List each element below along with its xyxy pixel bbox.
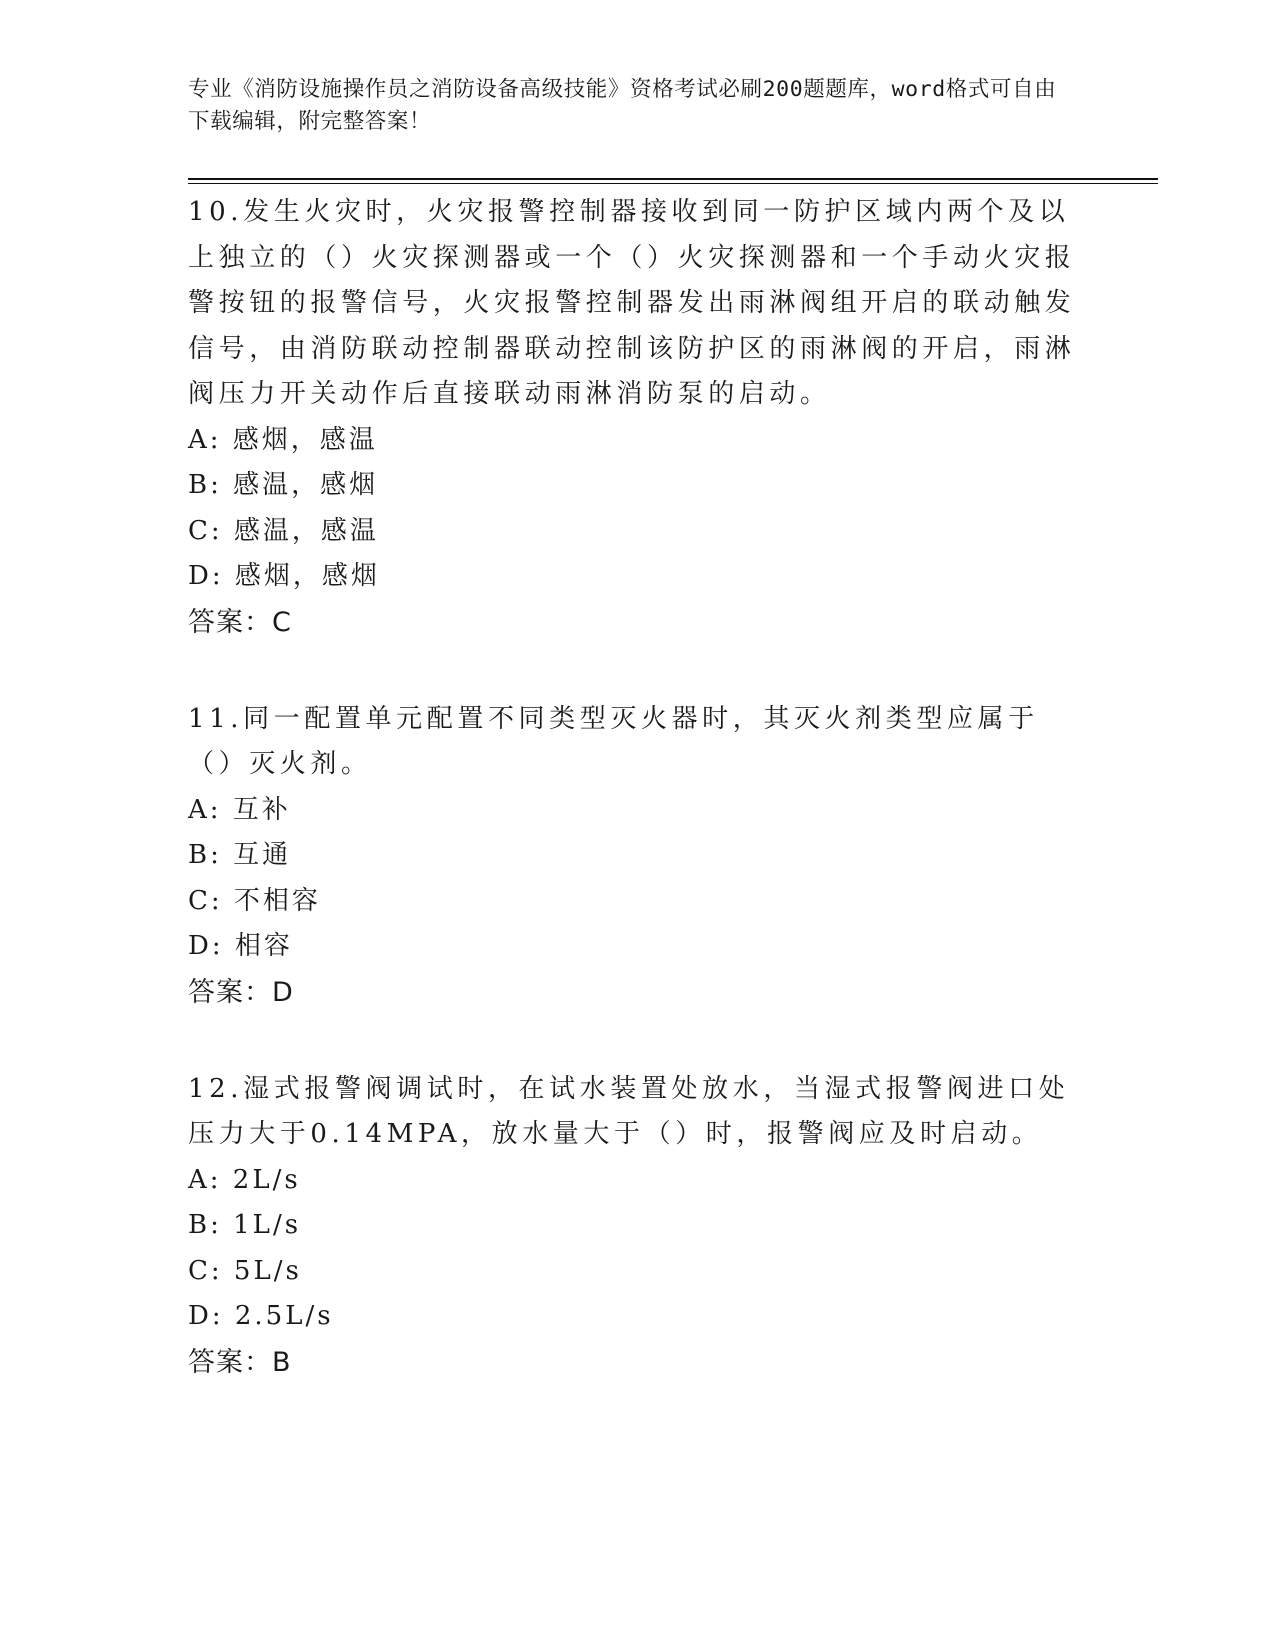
question-stem: 11.同一配置单元配置不同类型灭火器时，其灭火剂类型应属于（）灭火剂。 <box>188 703 1039 779</box>
option-a: A: 感烟，感温 <box>188 424 378 455</box>
question-list <box>188 190 1088 1437</box>
option-b: B: 互通 <box>188 840 292 870</box>
option-a: A: 互补 <box>188 794 291 825</box>
option-d: D: 相容 <box>188 931 293 961</box>
option-b: B: 1L/s <box>188 1210 302 1240</box>
answer-label: 答案：C <box>188 606 292 638</box>
header-divider-thick <box>188 178 1158 180</box>
answer-label: 答案：D <box>188 976 294 1008</box>
question-10 <box>188 190 1088 645</box>
option-a: A: 2L/s <box>188 1164 301 1195</box>
question-12 <box>188 1067 1088 1385</box>
option-d: D: 2.5L/s <box>188 1301 334 1331</box>
option-c: C: 5L/s <box>188 1255 302 1286</box>
question-11 <box>188 697 1088 1015</box>
option-c: C: 不相容 <box>188 885 321 916</box>
question-stem: 10.发生火灾时，火灾报警控制器接收到同一防护区域内两个及以上独立的（）火灾探测器或一个（）火灾探测器和一个手动火灾报警按钮的报警信号，火灾报警控制器发出雨淋阀组开启的联动触发信号，由消防联动控制器联动控制该防护区的雨淋阀的开启，雨淋阀压力开关动作后直接联动雨淋消防泵的启动。 <box>188 197 1076 409</box>
option-b: B: 感温，感烟 <box>188 470 379 500</box>
document-header: 专业《消防设施操作员之消防设备高级技能》资格考试必刷200题题库，word格式可自由下载编辑，附完整答案！ <box>188 77 1057 134</box>
answer-label: 答案：B <box>188 1346 292 1378</box>
header-divider-thin <box>188 183 1158 184</box>
question-stem: 12.湿式报警阀调试时，在试水装置处放水，当湿式报警阀进口处压力大于0.14MPA，放水量大于（）时，报警阀应及时启动。 <box>188 1073 1070 1149</box>
option-d: D: 感烟，感烟 <box>188 561 380 591</box>
option-c: C: 感温，感温 <box>188 515 379 546</box>
